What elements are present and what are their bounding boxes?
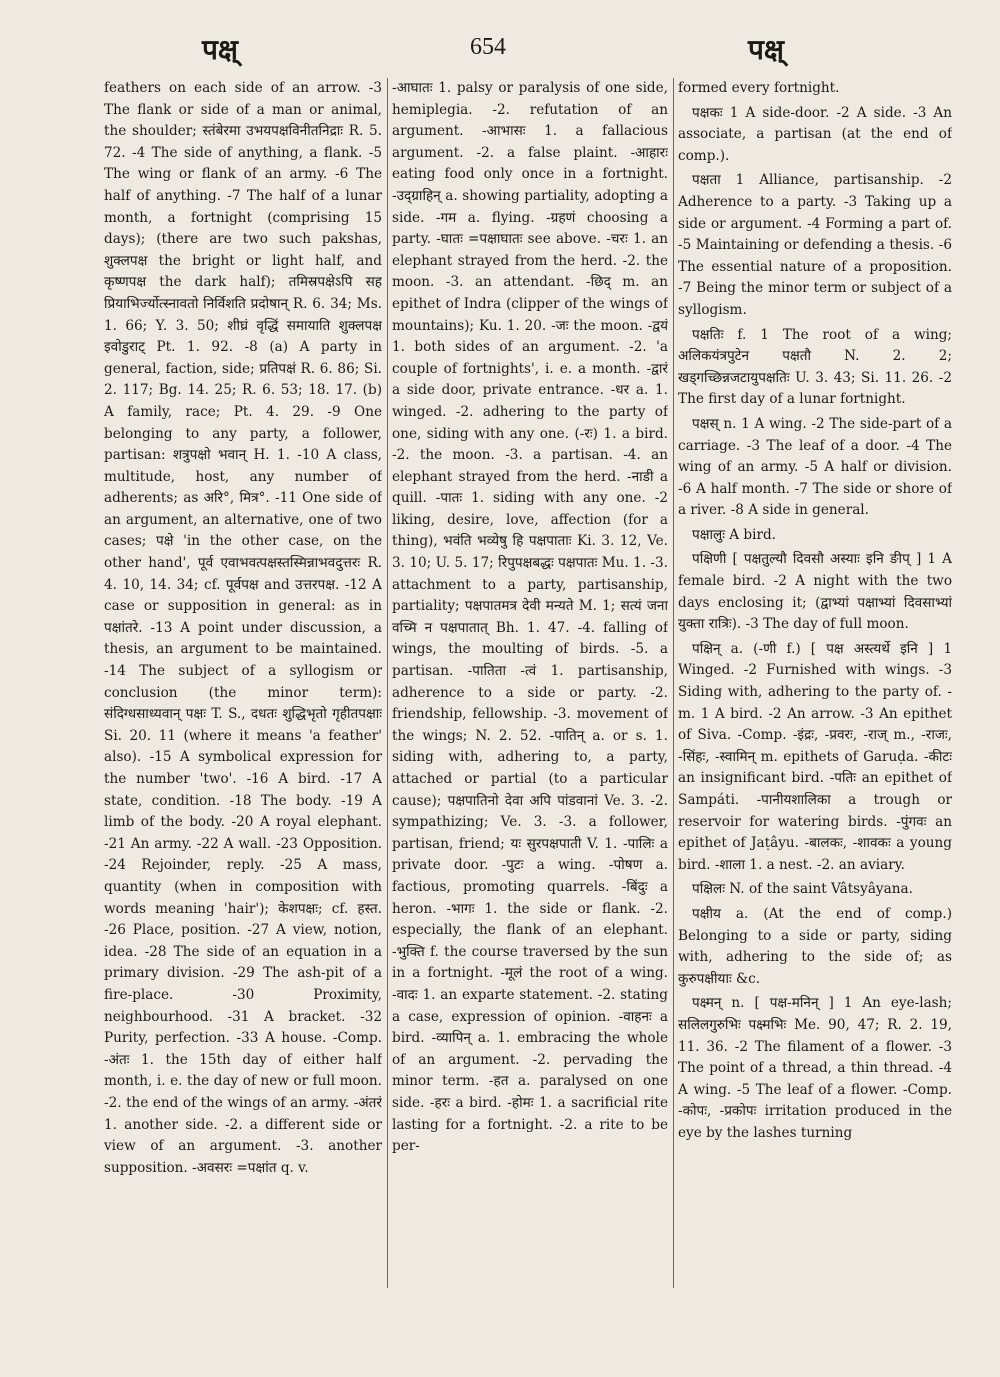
dictionary-entry: पक्षालुः A bird.: [692, 526, 776, 543]
dictionary-entry: feathers on each side of an arrow. -3 The flank or side of a man or animal, the shoulder; स्तंबेरमा उभयपक्षविनीतनिद्राः R. 5. 72. -4 The side of anything, a flank. -5 The wing or flank of an army. -6 The half of anything. -7 The half of a lunar month, a fortnight (comprising 15 days); (there are two such pakshas, शुक्लपक्ष the bright or light half, and कृष्णपक्ष the dark half); तमिस्रपक्षेऽपि सह प्रियाभिर्ज्योत्स्नावतो निर्विशति प्रदोषान् R. 6. 34; Ms. 1. 66; Y. 3. 50; शीघ्रं वृद्धिं समायाति शुक्लपक्ष इवोडुराट् Pt. 1. 92. -8 (a) A party in general, faction, side; प्रतिपक्षं R. 6. 86; Si. 2. 117; Bg. 14. 25; R. 6. 53; 18. 17. (b) A family, race; Pt. 4. 29. -9 One belonging to any party, a follower, partisan: शत्रुपक्षो भवान् H. 1. -10 A class, multitude, host, any number of adherents; as अरि°, मित्र°. -11 One side of an argument, an alternative, one of two cases; पक्षे 'in the other case, on the other hand', पूर्व एवाभवत्पक्षस्तस्मिन्नाभवदुत्तरः R. 4. 10, 14. 34; cf. पूर्वपक्ष and उत्तरपक्ष. -12 A case or supposition in general: as in पक्षांतरे. -13 A point under discussion, a thesis, an argument to be maintained. -14 The subject of a syllogism or conclusion (the minor term): संदिग्धसाध्यवान् पक्षः T. S., दधतः शुद्धिभृतो गृहीतपक्षाः Si. 20. 11 (where it means 'a feather' also). -15 A symbolical expression for the number 'two'. -16 A bird. -17 A state, condition. -18 The body. -19 A limb of the body. -20 A royal elephant. -21 An army. -22 A wall. -23 Opposition. -24 Rejoinder, reply. -25 A mass, quantity (when in composition with words meaning 'hair'); केशपक्षः; cf. हस्त. -26 Place, position. -27 A view, notion, idea. -28 The side of an equation in a primary division. -29 The ash-pit of a fire-place. -30 Proximity, neighbourhood. -31 A bracket. -32 Purity, perfection. -33 A house. -Comp. -अंतः 1. the 15th day of either half month, i. e. the day of new or full moon. -2. the end of the wings of an army. -अंतरं 1. another side. -2. a different side or view of an argument. -3. another supposition. -अवसरः =पक्षांत q. v.: [104, 80, 382, 1176]
dictionary-entry: पक्षकः 1 A side-door. -2 A side. -3 An associate, a partisan (at the end of comp.).: [678, 104, 952, 164]
dictionary-entry: पक्षता 1 Alliance, partisanship. -2 Adherence to a party. -3 Taking up a side or argument. -4 Forming a part of. -5 Maintaining or defending a thesis. -6 The essential nature of a proposition. -7 Being the minor term or subject of a syllogism.: [678, 172, 952, 318]
dictionary-entry: formed every fortnight.: [678, 80, 840, 96]
dictionary-entry: पक्षतिः f. 1 The root of a wing; अलिकयंत्रपुटेन पक्षतौ N. 2. 2; खड्गच्छिन्नजटायुपक्षतिः U. 3. 43; Si. 11. 26. -2 The first day of a lunar fortnight.: [678, 326, 952, 408]
text-column-2: [392, 78, 668, 1293]
dictionary-entry: पक्षिलः N. of the saint Vâtsyâyana.: [692, 881, 913, 898]
page-number: 654: [470, 34, 506, 60]
left-headword: पक्ष्: [202, 33, 238, 66]
column-divider-2: [673, 78, 674, 1288]
right-headword: पक्ष्: [748, 33, 784, 66]
dictionary-entry: पक्ष्मन् n. [ पक्ष-मनिन् ] 1 An eye-lash; सलिलगुरुभिः पक्ष्मभिः Me. 90, 47; R. 2. 19, 11. 36. -2 The filament of a flower. -3 The point of a thread, a thin thread. -4 A wing. -5 The leaf of a flower. -Comp. -कोपः, -प्रकोपः irritation produced in the eye by the lashes turning: [678, 995, 952, 1141]
dictionary-entry: पक्षस् n. 1 A wing. -2 The side-part of a carriage. -3 The leaf of a door. -4 The wing of an army. -5 A half or division. -6 A half month. -7 The side or shore of a river. -8 A side in general.: [678, 415, 952, 519]
dictionary-entry: पक्षिन् a. (-णी f.) [ पक्ष अस्त्यर्थे इनि ] 1 Winged. -2 Furnished with wings. -3 Siding with, adhering to the party of. -m. 1 A bird. -2 An arrow. -3 An epithet of Siva. -Comp. -इंद्रः, -प्रवरः, -राज् m., -राजः, -सिंहः, -स्वामिन् m. epithets of Garuḍa. -कीटः an insignificant bird. -पतिः an epithet of Sampáti. -पानीयशालिका a trough or reservoir for watering birds. -पुंगवः an epithet of Jaṭâyu. -बालकः, -शावकः a young bird. -शाला 1. a nest. -2. an aviary.: [678, 640, 952, 873]
dictionary-entry: पक्षीय a. (At the end of comp.) Belonging to a side or party, siding with, adhering to the side of; as कुरुपक्षीयाः &c.: [678, 905, 952, 987]
dictionary-entry: -आघातः 1. palsy or paralysis of one side, hemiplegia. -2. refutation of an argument. -आभासः 1. a fallacious argument. -2. a false plaint. -आहारः eating food only once in a fortnight. -उद्ग्राहिन् a. showing partiality, adopting a side. -गम a. flying. -ग्रहणं choosing a party. -घातः =पक्षाघातः see above. -चरः 1. an elephant strayed from the herd. -2. the moon. -3. an attendant. -छिद् m. an epithet of Indra (clipper of the wings of mountains); Ku. 1. 20. -जः the moon. -द्वयं 1. both sides of an argument. -2. 'a couple of fortnights', i. e. a month. -द्वारं a side door, private entrance. -धर a. 1. winged. -2. adhering to the party of one, siding with any one. (-रः) 1. a bird. -2. the moon. -3. a partisan. -4. an elephant strayed from the herd. -नाडी a quill. -पातः 1. siding with any one. -2 liking, desire, love, affection (for a thing), भवंति भव्येषु हि पक्षपाताः Ki. 3. 12, Ve. 3. 10; U. 5. 17; रिपुपक्षबद्धः पक्षपातः Mu. 1. -3. attachment to a party, partisanship, partiality; पक्षपातमत्र देवी मन्यते M. 1; सत्यं जना वच्मि न पक्षपातात् Bh. 1. 47. -4. falling of wings, the moulting of birds. -5. a partisan. -पातिता -त्वं 1. partisanship, adherence to a side or party. -2. friendship, fellowship. -3. movement of the wings; N. 2. 52. -पातिन् a. or s. 1. siding with, adhering to, a party, attached or partial (to a particular cause); पक्षपातिनो देवा अपि पांडवानां Ve. 3. -2. sympathizing; Ve. 3. -3. a follower, partisan, friend; यः सुरपक्षपाती V. 1. -पालिः a private door. -पुटः a wing. -पोषण a. factious, promoting quarrels. -बिंदुः a heron. -भागः 1. the side or flank. -2. especially, the flank of an elephant. -भुक्ति f. the course traversed by the sun in a fortnight. -मूलं the root of a wing. -वादः 1. an exparte statement. -2. stating a case, expression of opinion. -वाहनः a bird. -व्यापिन् a. 1. embracing the whole of an argument. -2. pervading the minor term. -हत a. paralysed on one side. -हरः a bird. -होमः 1. a sacrificial rite lasting for a fortnight. -2. a rite to be per-: [392, 80, 668, 1155]
column-divider-1: [387, 78, 388, 1288]
page-header: [0, 28, 1000, 78]
text-column-1: [104, 78, 382, 1293]
text-column-3: [678, 78, 952, 1293]
dictionary-entry: पक्षिणी [ पक्षतुल्यौ दिवसौ अस्याः इनि ङीप् ] 1 A female bird. -2 A night with the two days enclosing it; (द्वाभ्यां पक्षाभ्यां दिवसाभ्यां युक्ता रात्रिः). -3 The day of full moon.: [678, 551, 952, 633]
